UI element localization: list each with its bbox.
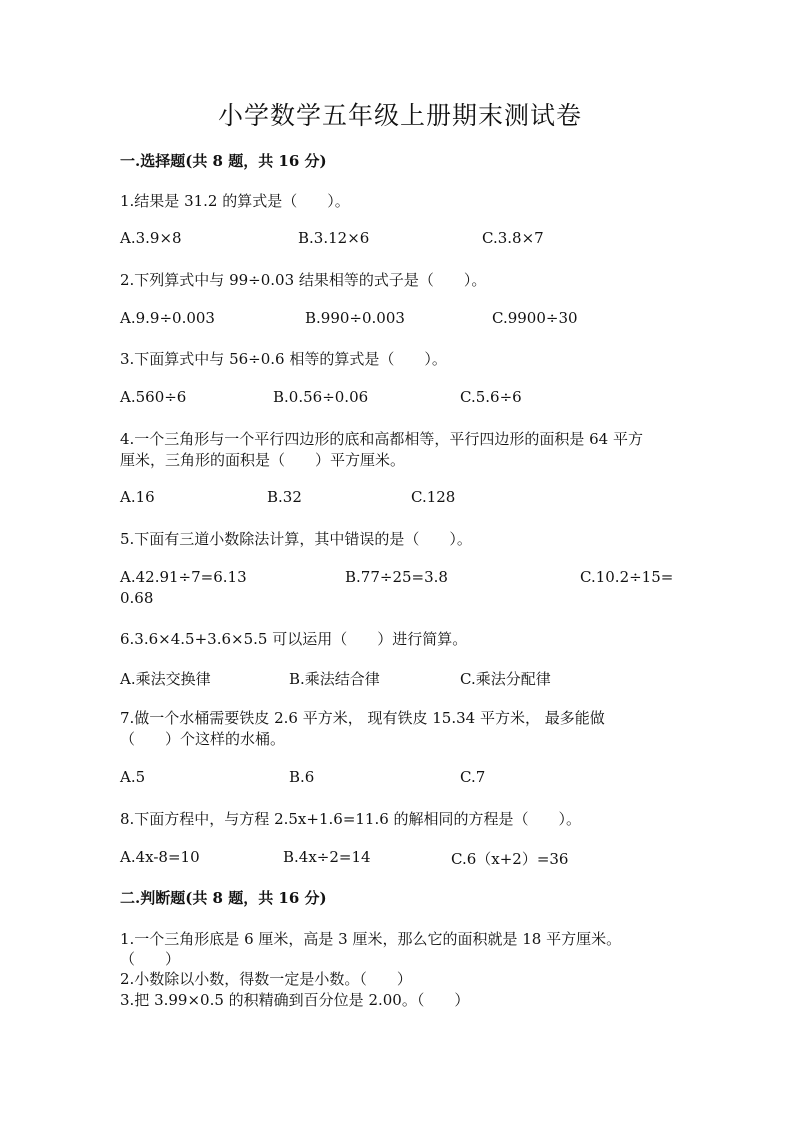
question-7-option-b: B.6 xyxy=(289,768,315,786)
judgement-2-text: 2.小数除以小数，得数一定是小数。（ ） xyxy=(120,970,412,988)
judgement-1-answer-blank: （ ） xyxy=(120,950,181,968)
question-7-option-a: A.5 xyxy=(120,768,146,786)
question-6-text: 6.3.6×4.5+3.6×5.5 可以运用（ ）进行简算。 xyxy=(120,630,468,648)
question-2-option-a: A.9.9÷0.003 xyxy=(120,309,215,327)
question-6-option-a: A.乘法交换律 xyxy=(120,670,211,688)
question-8-option-b: B.4x÷2=14 xyxy=(283,848,371,866)
question-7-option-c: C.7 xyxy=(460,768,486,786)
section-heading-choice: 一.选择题(共 8 题，共 16 分) xyxy=(120,152,327,170)
question-5-option-c: C.10.2÷15= xyxy=(580,568,674,586)
question-2-text: 2.下列算式中与 99÷0.03 结果相等的式子是（ ）。 xyxy=(120,271,487,289)
section-heading-true-false: 二.判断题(共 8 题，共 16 分) xyxy=(120,889,327,907)
question-1-text: 1.结果是 31.2 的算式是（ ）。 xyxy=(120,192,350,210)
question-6-option-b: B.乘法结合律 xyxy=(289,670,380,688)
question-4-option-a: A.16 xyxy=(120,488,155,506)
page-title: 小学数学五年级上册期末测试卷 xyxy=(217,101,582,130)
question-1-option-b: B.3.12×6 xyxy=(298,229,370,247)
judgement-3-text: 3.把 3.99×0.5 的积精确到百分位是 2.00。（ ） xyxy=(120,991,470,1009)
question-3-option-a: A.560÷6 xyxy=(120,388,187,406)
question-3-text: 3.下面算式中与 56÷0.6 相等的算式是（ ）。 xyxy=(120,350,447,368)
question-3-option-c: C.5.6÷6 xyxy=(460,388,522,406)
question-8-option-c: C.6（x+2）=36 xyxy=(451,850,569,868)
question-5-option-c-continued: 0.68 xyxy=(120,589,154,607)
question-4-text-line-2: 厘米，三角形的面积是（ ）平方厘米。 xyxy=(120,451,406,469)
question-4-option-c: C.128 xyxy=(411,488,456,506)
question-4-option-b: B.32 xyxy=(267,488,302,506)
question-6-option-c: C.乘法分配律 xyxy=(460,670,551,688)
question-1-option-c: C.3.8×7 xyxy=(482,229,544,247)
judgement-1-text: 1.一个三角形底是 6 厘米，高是 3 厘米，那么它的面积就是 18 平方厘米。 xyxy=(120,930,622,948)
question-5-text: 5.下面有三道小数除法计算，其中错误的是（ ）。 xyxy=(120,530,472,548)
question-1-option-a: A.3.9×8 xyxy=(120,229,182,247)
question-2-option-b: B.990÷0.003 xyxy=(305,309,405,327)
question-8-text: 8.下面方程中，与方程 2.5x+1.6=11.6 的解相同的方程是（ ）。 xyxy=(120,810,582,828)
question-3-option-b: B.0.56÷0.06 xyxy=(273,388,369,406)
question-7-text-line-1: 7.做一个水桶需要铁皮 2.6 平方米， 现有铁皮 15.34 平方米， 最多能做 xyxy=(120,709,605,727)
question-4-text-line-1: 4.一个三角形与一个平行四边形的底和高都相等，平行四边形的面积是 64 平方 xyxy=(120,430,643,448)
question-5-option-a: A.42.91÷7=6.13 xyxy=(120,568,247,586)
question-8-option-a: A.4x-8=10 xyxy=(120,848,200,866)
question-5-option-b: B.77÷25=3.8 xyxy=(345,568,448,586)
question-7-text-line-2: （ ）个这样的水桶。 xyxy=(120,730,286,748)
question-2-option-c: C.9900÷30 xyxy=(492,309,578,327)
